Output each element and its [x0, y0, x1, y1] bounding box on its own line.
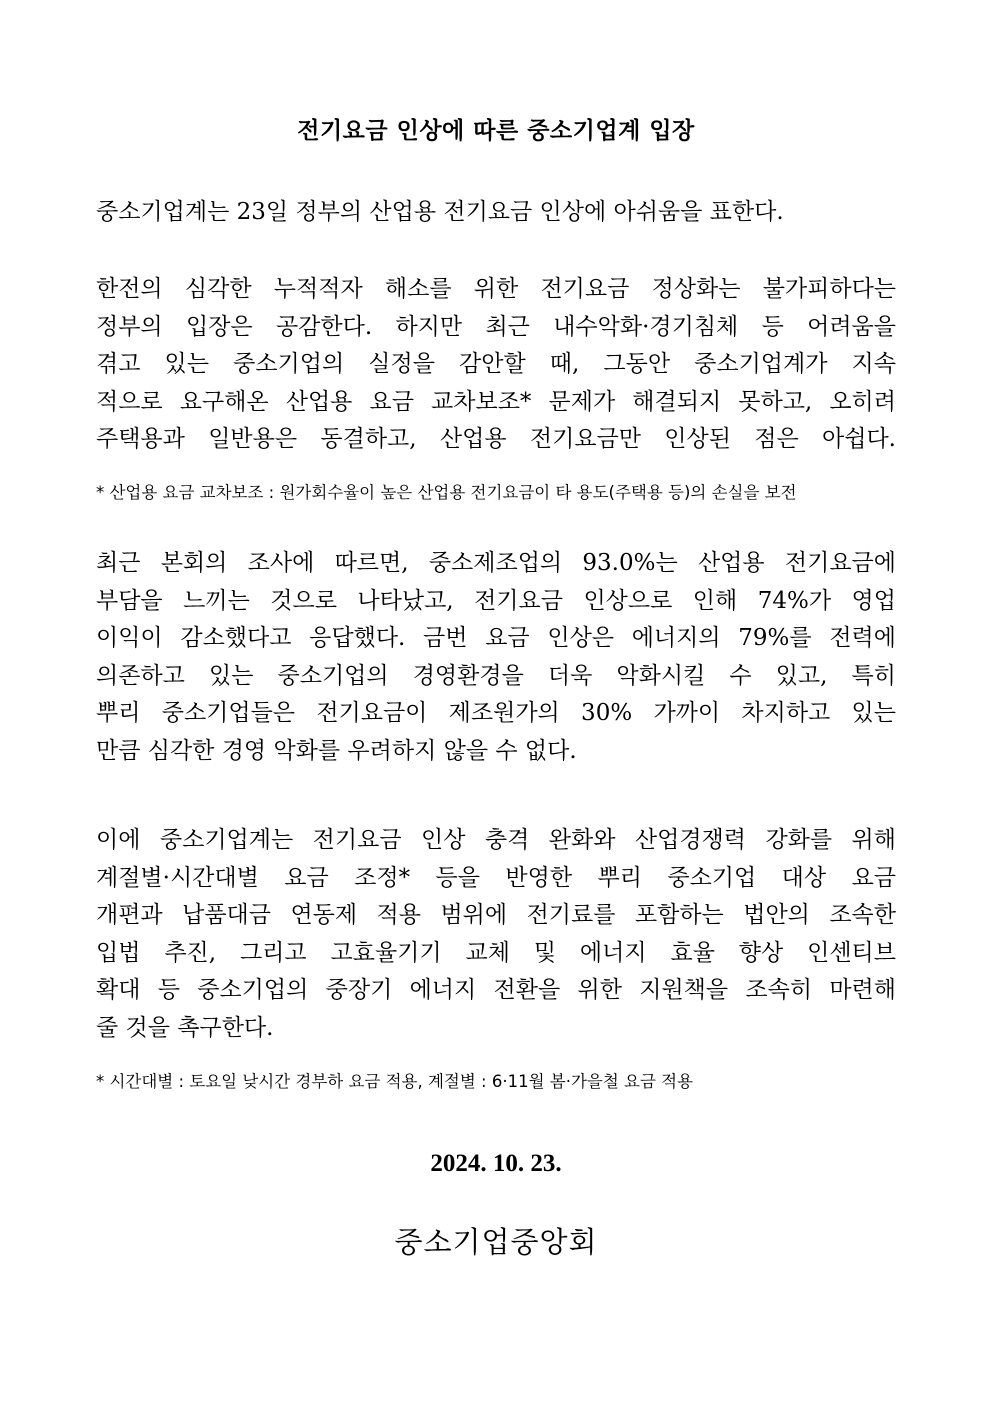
paragraph-intro: [96, 194, 896, 232]
paragraph-line: 정부의 입장은 공감한다. 하지만 최근 내수악화·경기침체 등 어려움을: [96, 313, 896, 340]
paragraph-line: 입법 추진, 그리고 고효율기기 교체 및 에너지 효율 향상 인센티브: [96, 939, 896, 966]
organization-name: 중소기업중앙회: [394, 1225, 598, 1259]
paragraph-line: 계절별·시간대별 요금 조정* 등을 반영한 뿌리 중소기업 대상 요금: [96, 864, 896, 891]
paragraph-line: 확대 등 중소기업의 중장기 에너지 전환을 위한 지원책을 조속히 마련해: [96, 977, 896, 1003]
paragraph-line: 의존하고 있는 중소기업의 경영환경을 더욱 악화시킬 수 있고, 특히: [96, 662, 896, 689]
paragraph-line: 뿌리 중소기업들은 전기요금이 제조원가의 30% 가까이 차지하고 있는: [96, 700, 896, 726]
paragraph-line: 만큼 심각한 경영 악화를 우려하지 않을 수 없다.: [96, 737, 577, 764]
paragraph-line: 겪고 있는 중소기업의 실정을 감안할 때, 그동안 중소기업계가 지속: [96, 351, 896, 377]
paragraph-line: 이익이 감소했다고 응답했다. 금번 요금 인상은 에너지의 79%를 전력에: [96, 625, 896, 651]
paragraph-line: 개편과 납품대금 연동제 적용 범위에 전기료를 포함하는 법안의 조속한: [96, 902, 896, 928]
paragraph-line: 한전의 심각한 누적적자 해소를 위한 전기요금 정상화는 불가피하다는: [96, 276, 896, 302]
document-title: 전기요금 인상에 따른 중소기업계 입장: [297, 117, 695, 144]
paragraph-line: 적으로 요구해온 산업용 요금 교차보조* 문제가 해결되지 못하고, 오히려: [96, 388, 896, 415]
footnote-time-season: * 시간대별 : 토요일 낮시간 경부하 요금 적용, 계절별 : 6·11월 봄·가을철 요금 적용: [96, 1072, 694, 1091]
paragraph-line: 주택용과 일반용은 동결하고, 산업용 전기요금만 인상된 점은 아쉽다.: [96, 426, 896, 452]
paragraph-survey: [96, 545, 896, 770]
paragraph-line: 최근 본회의 조사에 따르면, 중소제조업의 93.0%는 산업용 전기요금에: [96, 550, 896, 576]
paragraph-line: 중소기업계는 23일 정부의 산업용 전기요금 인상에 아쉬움을 표한다.: [96, 199, 784, 225]
paragraph-kepco-deficit: [96, 271, 896, 459]
footnote-cross-subsidy: * 산업용 요금 교차보조 : 원가회수율이 높은 산업용 전기요금이 타 용도(주택용 등)의 손실을 보전: [96, 483, 797, 502]
paragraph-line: 줄 것을 촉구한다.: [96, 1014, 274, 1041]
paragraph-demands: [96, 822, 896, 1047]
paragraph-line: 이에 중소기업계는 전기요금 인상 충격 완화와 산업경쟁력 강화를 위해: [96, 827, 896, 853]
document-date: 2024. 10. 23.: [430, 1150, 562, 1177]
paragraph-line: 부담을 느끼는 것으로 나타났고, 전기요금 인상으로 인해 74%가 영업: [96, 587, 896, 614]
